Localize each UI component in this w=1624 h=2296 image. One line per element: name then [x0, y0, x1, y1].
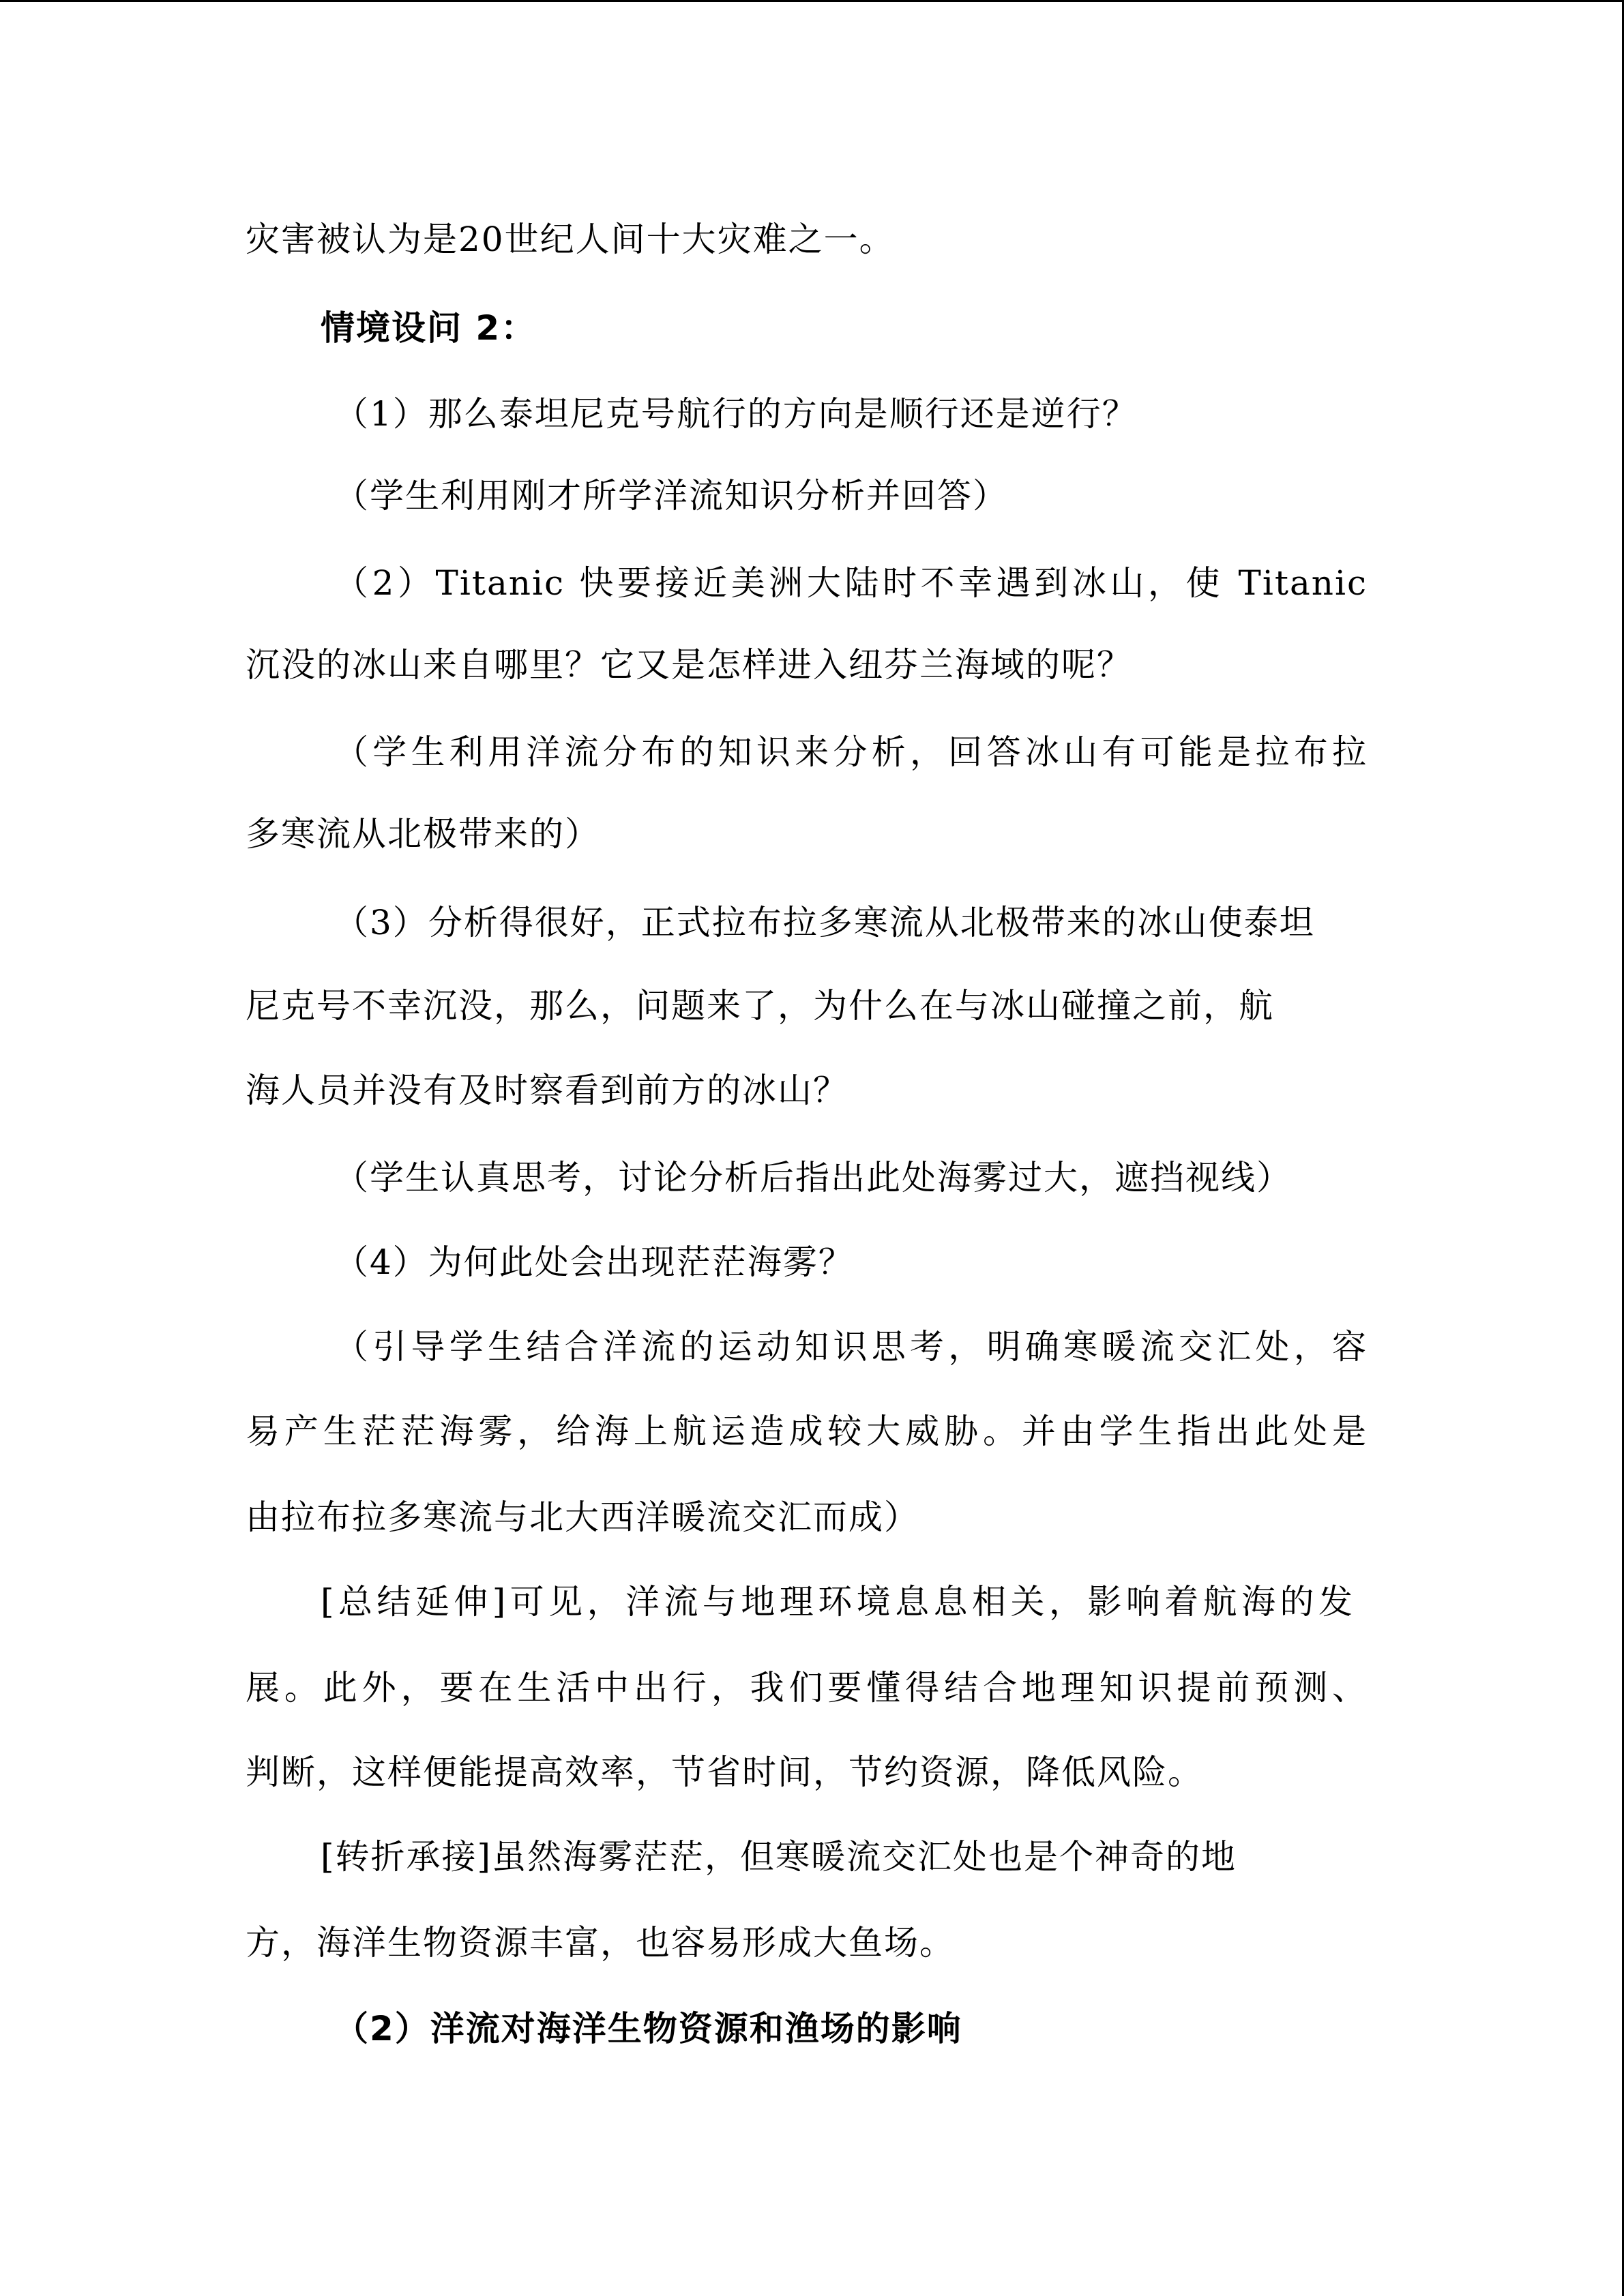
transition-paragraph: [转折承接]虽然海雾茫茫，但寒暖流交汇处也是个神奇的地 [321, 1837, 1237, 1877]
paragraph-line: 沉没的冰山来自哪里？它又是怎样进入纽芬兰海域的呢？ [246, 645, 1132, 685]
guidance-paragraph: （引导学生结合洋流的运动知识思考，明确寒暖流交汇处，容 [334, 1327, 1368, 1367]
paragraph-line: 展。此外，要在生活中出行，我们要懂得结合地理知识提前预测、 [246, 1668, 1368, 1708]
paragraph-line: 判断，这样便能提高效率，节省时间，节约资源，降低风险。 [246, 1753, 1203, 1792]
student-response-2: （学生利用洋流分布的知识来分析，回答冰山有可能是拉布拉 [334, 732, 1368, 772]
question-1: （1）那么泰坦尼克号航行的方向是顺行还是逆行？ [334, 394, 1138, 434]
summary-paragraph: [总结延伸]可见，洋流与地理环境息息相关，影响着航海的发 [321, 1582, 1354, 1622]
student-response-1: （学生利用刚才所学洋流知识分析并回答） [334, 476, 1008, 516]
question-3: （3）分析得很好，正式拉布拉多寒流从北极带来的冰山使泰坦 [334, 903, 1315, 942]
paragraph-line: 由拉布拉多寒流与北大西洋暖流交汇而成） [246, 1497, 919, 1537]
paragraph-line: 灾害被认为是20世纪人间十大灾难之一。 [246, 220, 895, 259]
student-response-3: （学生认真思考，讨论分析后指出此处海雾过大，遮挡视线） [334, 1158, 1292, 1197]
paragraph-line: 尼克号不幸沉没，那么，问题来了，为什么在与冰山碰撞之前，航 [246, 986, 1274, 1026]
subsection-heading: （2）洋流对海洋生物资源和渔场的影响 [334, 2009, 962, 2048]
section-heading: 情境设问 2： [321, 308, 537, 348]
question-4: （4）为何此处会出现茫茫海雾？ [334, 1242, 854, 1282]
question-2: （2）Titanic 快要接近美洲大陆时不幸遇到冰山，使 Titanic [334, 563, 1368, 603]
paragraph-line: 易产生茫茫海雾，给海上航运造成较大威胁。并由学生指出此处是 [246, 1412, 1368, 1451]
paragraph-line: 多寒流从北极带来的） [246, 814, 600, 854]
paragraph-line: 方，海洋生物资源丰富，也容易形成大鱼场。 [246, 1923, 955, 1963]
paragraph-line: 海人员并没有及时察看到前方的冰山？ [246, 1071, 848, 1110]
